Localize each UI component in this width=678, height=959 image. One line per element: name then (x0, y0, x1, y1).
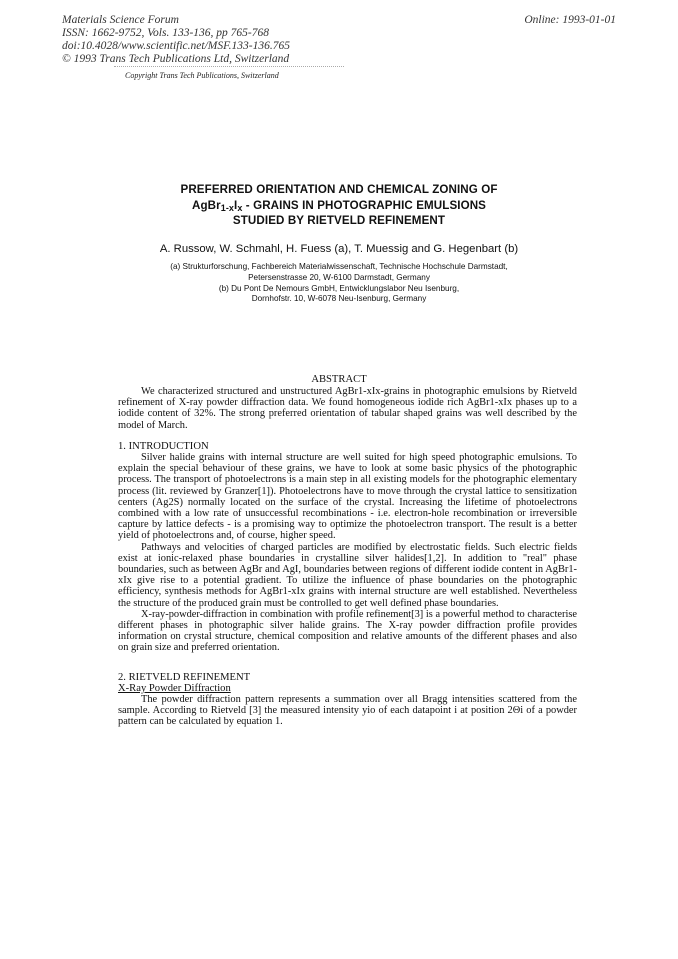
paper-title (0, 182, 678, 229)
section-2-heading: 2. RIETVELD REFINEMENT (118, 672, 251, 683)
affiliations (0, 262, 678, 305)
paragraph: Pathways and velocities of charged particles are modified by electrostatic fields. Such electric fields exist at ionic-relaxed phase boundaries in crystalline silver halides[1,2]. In addition to "real" phase boundaries, such as between AgBr and AgI, boundaries between regions of different iodide content in AgBr1-xIx give rise to a potential gradient. To utilize the influence of phase boundaries on the photographic efficiency, synthesis methods for AgBr1-xIx grains with internal structure are well established. Nevertheless the structure of the produced grain must be controlled to get well defined phase boundaries. (118, 541, 577, 609)
publisher-line: © 1993 Trans Tech Publications Ltd, Switzerland (62, 53, 290, 65)
section-2-subheading: X-Ray Powder Diffraction (118, 683, 231, 694)
journal-header (62, 14, 290, 66)
copyright-line: Copyright Trans Tech Publications, Switzerland (125, 71, 279, 80)
abstract-text: We characterized structured and unstructured AgBr1-xIx-grains in photographic emulsions by Rietveld refinement of X-ray powder diffraction data. We found homogeneous iodide rich AgBr1-xIx phases up to a iodide content of 32%. The strong preferred orientation of tabular shaped grains was well described by the model of March. (118, 386, 577, 431)
title-line-1: PREFERRED ORIENTATION AND CHEMICAL ZONING OF (180, 183, 498, 196)
faint-print-line (114, 66, 344, 70)
doi-link[interactable]: doi:10.4028/www.scientific.net/MSF.133-136.765 (62, 40, 290, 52)
authors: A. Russow, W. Schmahl, H. Fuess (a), T. Muessig and G. Hegenbart (b) (159, 243, 519, 255)
online-date: Online: 1993-01-01 (524, 14, 616, 26)
paragraph: Silver halide grains with internal structure are well suited for high speed photographic emulsions. To explain the special behaviour of these grains, we have to look at some basic physics of the photographic process. The transport of photoelectrons is a main step in all existing models for the photographic elementary process (lit. reviewed by Granzer[1]). Photoelectrons have to move through the crystal lattice to sensitization centers (Ag2S) normally located on the surface of the crystal. Increasing the lifetime of photoelectrons combined with a low rate of unsuccessful recombinations - i.e. electron-hole recombination or irreversible capture by lattice defects - is a promising way to optimize the photoelectron transport. The result is a better yield of photoelectrons and, of course, higher speed. (118, 452, 577, 542)
issn-line: ISSN: 1662-9752, Vols. 133-136, pp 765-768 (62, 27, 269, 39)
title-line-3: STUDIED BY RIETVELD REFINEMENT (232, 214, 446, 227)
affiliation-line: (b) Du Pont De Nemours GmbH, Entwicklungslabor Neu Isenburg, (218, 283, 460, 293)
abstract-body (118, 386, 577, 431)
section-1-body (118, 452, 577, 654)
journal-name: Materials Science Forum (62, 14, 179, 26)
affiliation-line: (a) Strukturforschung, Fachbereich Materialwissenschaft, Technische Hochschule Darmstadt, (170, 262, 508, 271)
affiliation-line: Petersenstrasse 20, W-6100 Darmstadt, Germany (248, 272, 430, 282)
paragraph: X-ray-powder-diffraction in combination with profile refinement[3] is a powerful method to characterise different phases in photographic silver halide grains. The X-ray powder diffraction profile provides information on crystal structure, chemical composition and relative amounts of the different phases and also on grain size and preferred orientation. (118, 608, 577, 654)
title-line-2: $AgBr_{1-x}I_x$ - GRAINS IN PHOTOGRAPHIC EMULSIONS (191, 198, 487, 213)
section-2-body (118, 694, 577, 728)
section-1-heading: 1. INTRODUCTION (118, 441, 209, 452)
abstract-heading: ABSTRACT (311, 374, 367, 385)
affiliation-line: Dornhofstr. 10, W-6078 Neu-Isenburg, Germany (251, 294, 427, 304)
paragraph: The powder diffraction pattern represents a summation over all Bragg intensities scattered from the sample. According to Rietveld [3] the measured intensity yio of each datapoint i at position 2Θi of a powder pattern can be calculated by equation 1. (118, 694, 577, 728)
